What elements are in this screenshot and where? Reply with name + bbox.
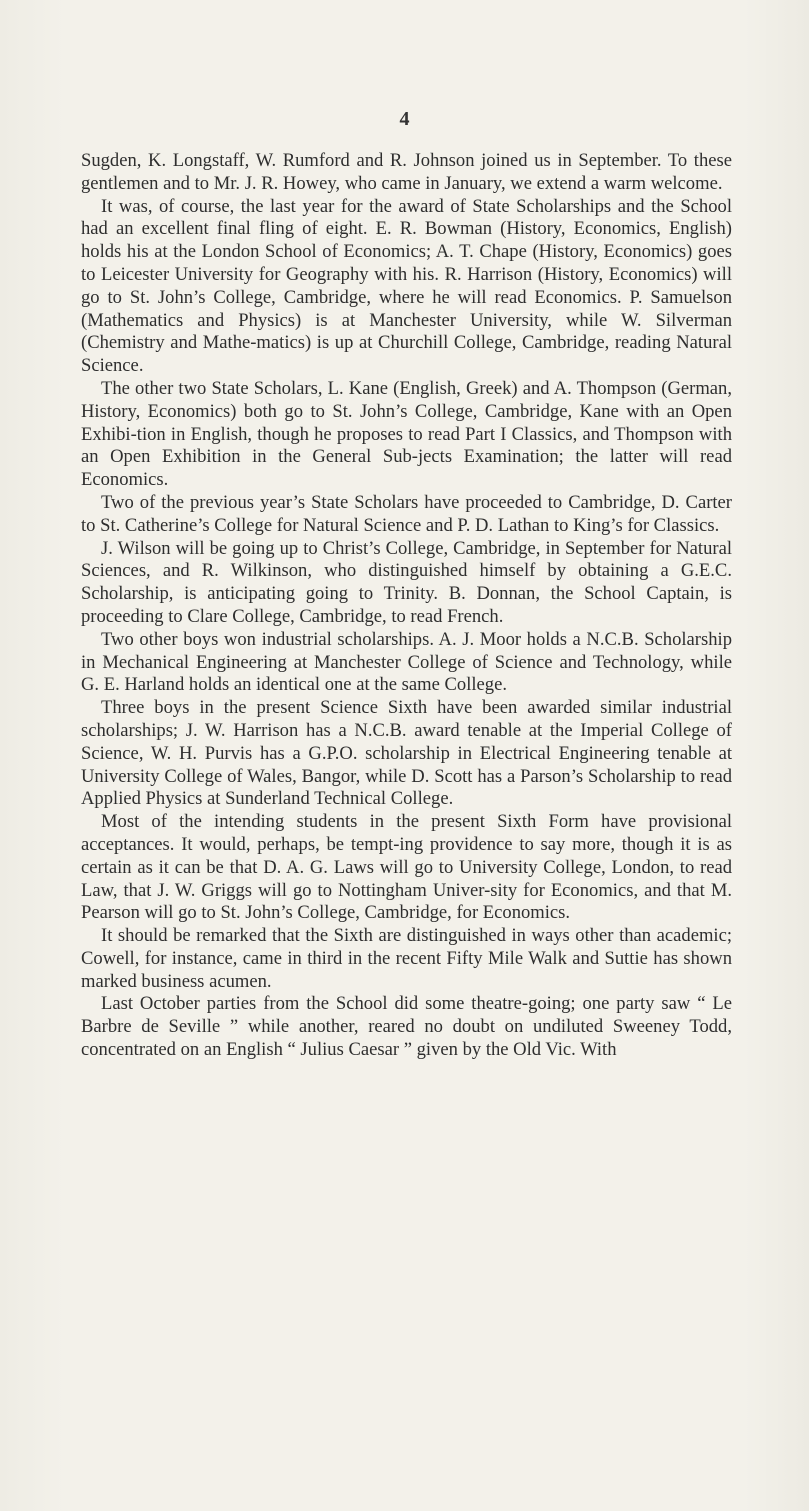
paragraph-theatre-going: Last October parties from the School did some theatre-going; one party saw “ Le Barbre de Seville ” while another, reared no doubt on undiluted Sweeney Todd, concentrated on an English “ Julius Caesar ” given by the Old Vic. With <box>81 993 732 1061</box>
paragraph-science-sixth-awards: Three boys in the present Science Sixth have been awarded similar industrial scholarships; J. W. Harrison has a N.C.B. award tenable at the Imperial College of Science, W. H. Purvis has a G.P.O. scholarship in Electrical Engineering tenable at University College of Wales, Bangor, while D. Scott has a Parson’s Scholarship to read Applied Physics at Sunderland Technical College. <box>81 697 732 810</box>
paragraph-state-scholarships: It was, of course, the last year for the award of State Scholarships and the School had an excellent final fling of eight. E. R. Bowman (History, Economics, English) holds his at the London School of Economics; A. T. Chape (History, Economics) goes to Leicester University for Geography with his. R. Harrison (History, Economics) will go to St. John’s College, Cambridge, where he will read Economics. P. Samuelson (Mathematics and Physics) is at Manchester University, while W. Silverman (Chemistry and Mathe-matics) is up at Churchill College, Cambridge, reading Natural Science. <box>81 195 732 377</box>
page-number: 4 <box>399 108 410 130</box>
paragraph-provisional-acceptances: Most of the intending students in the present Sixth Form have provisional acceptances. It would, perhaps, be tempt-ing providence to say more, though it is as certain as it can be that D. A. G. Laws will go to University College, London, to read Law, that J. W. Griggs will go to Nottingham Univer-sity for Economics, and that M. Pearson will go to St. John’s College, Cambridge, for Economics. <box>81 811 732 924</box>
paragraph-new-staff: Sugden, K. Longstaff, W. Rumford and R. Johnson joined us in September. To these gentlemen and to Mr. J. R. Howey, who came in January, we extend a warm welcome. <box>81 150 732 194</box>
body-text <box>81 150 732 1062</box>
paragraph-other-state-scholars: The other two State Scholars, L. Kane (English, Greek) and A. Thompson (German, History, Economics) both go to St. John’s College, Cambridge, Kane with an Open Exhibi-tion in English, though he proposes to read Part I Classics, and Thompson with an Open Exhibition in the General Sub-jects Examination; the latter will read Economics. <box>81 377 732 491</box>
paragraph-industrial-scholarships: Two other boys won industrial scholarships. A. J. Moor holds a N.C.B. Scholarship in Mechanical Engineering at Manchester College of Science and Technology, while G. E. Harland holds an identical one at the same College. <box>81 628 732 696</box>
paragraph-other-distinctions: It should be remarked that the Sixth are distinguished in ways other than academic; Cowell, for instance, came in third in the recent Fifty Mile Walk and Suttie has shown marked business acumen. <box>81 925 732 992</box>
paragraph-cambridge-entrants: J. Wilson will be going up to Christ’s College, Cambridge, in September for Natural Sciences, and R. Wilkinson, who distinguished himself by obtaining a G.E.C. Scholarship, is anticipating going to Trinity. B. Donnan, the School Captain, is proceeding to Clare College, Cambridge, to read French. <box>81 537 732 627</box>
paragraph-previous-scholars: Two of the previous year’s State Scholars have proceeded to Cambridge, D. Carter to St. Catherine’s College for Natural Science and P. D. Lathan to King’s for Classics. <box>81 491 732 536</box>
